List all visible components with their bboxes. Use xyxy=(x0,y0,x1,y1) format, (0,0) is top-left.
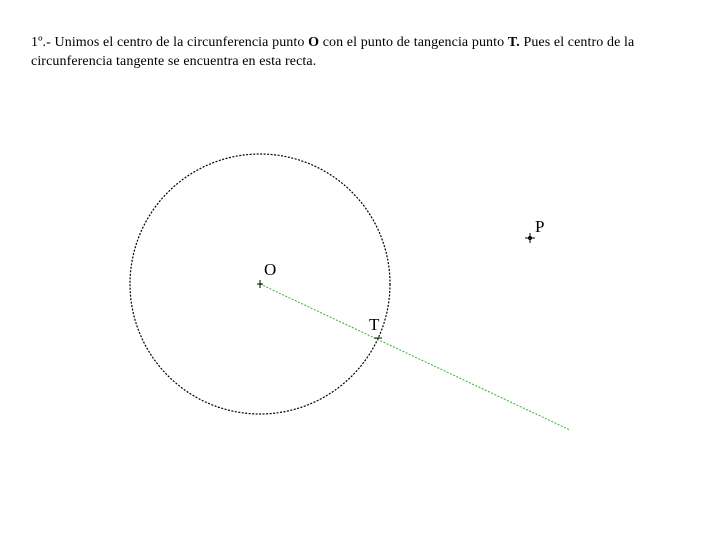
label-t: T xyxy=(369,315,380,334)
instruction-part-3: Pues el centro de la circunferencia tangente se encuentra en esta recta. xyxy=(31,35,635,69)
center-tangent-line xyxy=(260,284,570,430)
center-point-o-marker xyxy=(257,280,263,288)
label-o: O xyxy=(264,260,277,279)
label-p: P xyxy=(535,217,545,236)
point-o-reference: O xyxy=(308,35,320,50)
point-t-reference: T. xyxy=(507,35,520,50)
instruction-part-2: con el punto de tangencia punto xyxy=(319,35,508,50)
instruction-part-1: 1º.- Unimos el centro de la circunferencia punto xyxy=(31,35,309,50)
point-p-marker xyxy=(525,233,535,243)
